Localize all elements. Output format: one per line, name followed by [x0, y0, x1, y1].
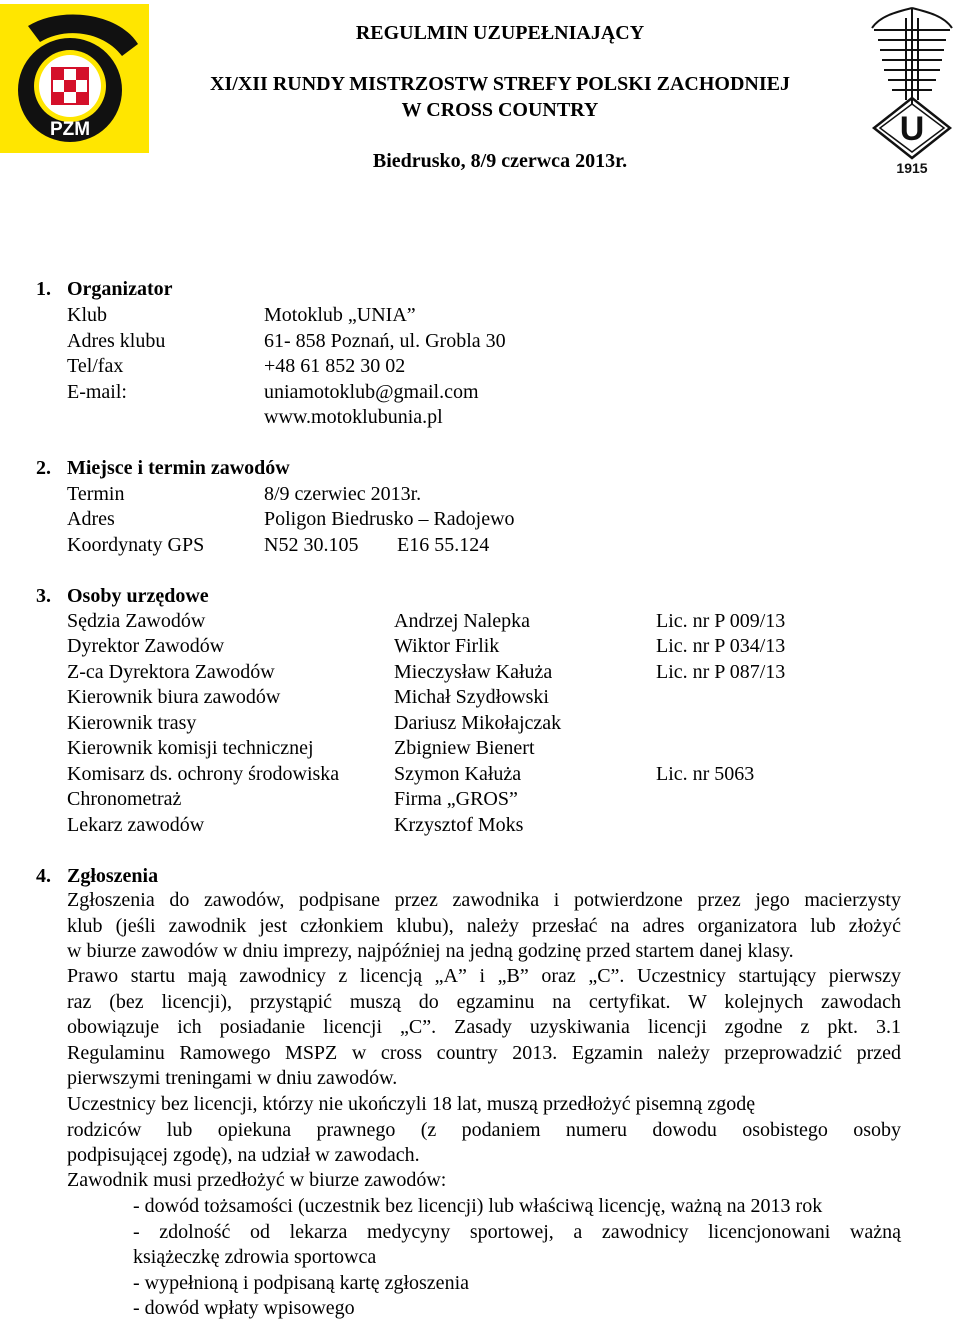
row-label: Adres: [67, 508, 115, 530]
entries-paragraph-4: [67, 1168, 901, 1194]
row-label: Koordynaty GPS: [67, 534, 205, 556]
row-label: Termin: [67, 483, 125, 505]
paragraph-line: Uczestnicy bez licencji, którzy nie ukończyli 18 lat, muszą przedłożyć pisemną zgodę: [67, 1093, 756, 1115]
official-name: Krzysztof Moks: [394, 814, 524, 836]
list-item: - dowód wpłaty wpisowego: [133, 1297, 355, 1319]
section-officials-heading: [36, 585, 209, 608]
paragraph-line: podpisującej zgodę), na udział w zawodach.: [67, 1144, 420, 1166]
required-documents-list: [133, 1194, 901, 1322]
official-role: Dyrektor Zawodów: [67, 635, 225, 657]
official-name: Zbigniew Bienert: [394, 737, 535, 759]
official-name: Firma „GROS”: [394, 788, 518, 810]
row-value: 61- 858 Poznań, ul. Grobla 30: [264, 330, 506, 352]
row-label: E-mail:: [67, 381, 127, 403]
paragraph-line: rodziców lub opiekuna prawnego (z podaniem numeru dowodu osobistego osoby: [67, 1118, 901, 1141]
paragraph-line: Zawodnik musi przedłożyć w biurze zawodów:: [67, 1169, 447, 1191]
row-label: Klub: [67, 304, 107, 326]
official-licence: Lic. nr P 034/13: [656, 635, 786, 657]
paragraph-line: w biurze zawodów w dniu imprezy, najpóźniej na jedną godzinę przed startem danej klasy.: [67, 940, 794, 962]
event-date-place: Biedrusko, 8/9 czerwca 2013r.: [372, 150, 628, 172]
official-role: Z-ca Dyrektora Zawodów: [67, 661, 275, 683]
list-item: - zdolność od lekarza medycyny sportowej, a zawodnicy licencjonowani ważną: [133, 1220, 901, 1243]
email-link[interactable]: uniamotoklub@gmail.com: [264, 381, 479, 403]
website-link[interactable]: www.motoklubunia.pl: [264, 406, 443, 428]
official-name: Michał Szydłowski: [394, 686, 549, 708]
row-value: 8/9 czerwiec 2013r.: [264, 483, 422, 505]
section-number: 3.: [36, 585, 51, 607]
gps-latitude: N52 30.105: [264, 534, 359, 556]
official-role: Lekarz zawodów: [67, 814, 205, 836]
unia-club-logo: [866, 4, 958, 176]
section-title: Osoby urzędowe: [67, 585, 209, 607]
pzm-logo: [0, 4, 149, 153]
row-value: +48 61 852 30 02: [264, 355, 406, 377]
official-name: Mieczysław Kałuża: [394, 661, 553, 683]
section-title: Miejsce i termin zawodów: [67, 457, 290, 479]
unia-logo-letter: U: [899, 110, 925, 148]
paragraph-line: raz (bez licencji), przystąpić muszą do egzaminu na certyfikat. W kolejnych zawodach: [67, 990, 901, 1013]
document-subtitle-line2: W CROSS COUNTRY: [401, 99, 599, 121]
official-role: Sędzia Zawodów: [67, 610, 206, 632]
official-name: Dariusz Mikołajczak: [394, 712, 562, 734]
row-value: Motoklub „UNIA”: [264, 304, 416, 326]
official-role: Chronometraż: [67, 788, 182, 810]
official-licence: Lic. nr P 009/13: [656, 610, 786, 632]
entries-paragraph-3: [67, 1092, 901, 1169]
section-entries-heading: [36, 865, 158, 888]
list-item: - wypełnioną i podpisaną kartę zgłoszenia: [133, 1271, 469, 1294]
official-name: Wiktor Firlik: [394, 635, 500, 657]
paragraph-line: Zgłoszenia do zawodów, podpisane przez zawodnika i potwierdzone przez jego macierzysty: [67, 889, 901, 911]
official-licence: Lic. nr P 087/13: [656, 661, 786, 683]
official-role: Kierownik trasy: [67, 712, 197, 734]
document-title: REGULMIN UZUPEŁNIAJĄCY: [355, 22, 645, 44]
entries-paragraph-2: [67, 964, 901, 1092]
section-venue-heading: [36, 457, 290, 480]
official-name: Szymon Kałuża: [394, 763, 522, 785]
paragraph-line: obowiązuje ich posiadanie licencji „C”. Zasady uzyskiwania licencji zgodne z pkt. 3.1: [67, 1016, 901, 1038]
official-role: Komisarz ds. ochrony środowiska: [67, 763, 340, 785]
list-item: - dowód tożsamości (uczestnik bez licencji) lub właściwą licencję, ważną na 2013 rok: [133, 1195, 823, 1217]
section-title: Zgłoszenia: [67, 865, 159, 887]
paragraph-line: klub (jeśli zawodnik jest członkiem klubu), należy przesłać na adres organizatora lub złożyć: [67, 914, 901, 937]
official-role: Kierownik biura zawodów: [67, 686, 281, 708]
paragraph-line: Prawo startu mają zawodnicy z licencją „A” i „B” oraz „C”. Uczestnicy startujący pierwszy: [67, 965, 901, 987]
pzm-logo-text: PZM: [49, 119, 91, 140]
row-label: Adres klubu: [67, 330, 166, 352]
official-licence: Lic. nr 5063: [656, 763, 755, 785]
document-subtitle-line1: XI/XII RUNDY MISTRZOSTW STREFY POLSKI ZACHODNIEJ: [210, 73, 790, 95]
list-item: książeczkę zdrowia sportowca: [133, 1246, 377, 1268]
row-value: Poligon Biedrusko – Radojewo: [264, 508, 515, 530]
paragraph-line: Regulaminu Ramowego MSPZ w cross country 2013. Egzamin należy przeprowadzić przed: [67, 1041, 901, 1064]
section-number: 2.: [36, 457, 51, 479]
gps-longitude: E16 55.124: [397, 534, 490, 556]
section-title: Organizator: [67, 278, 173, 300]
section-number: 1.: [36, 278, 51, 300]
section-number: 4.: [36, 865, 51, 887]
official-role: Kierownik komisji technicznej: [67, 737, 314, 759]
entries-paragraph-1: [67, 888, 901, 965]
paragraph-line: pierwszymi treningami w dniu zawodów.: [67, 1067, 398, 1089]
row-label: Tel/fax: [67, 355, 124, 377]
unia-logo-year: 1915: [896, 160, 928, 176]
official-name: Andrzej Nalepka: [394, 610, 531, 632]
section-organizer-heading: [36, 278, 173, 301]
